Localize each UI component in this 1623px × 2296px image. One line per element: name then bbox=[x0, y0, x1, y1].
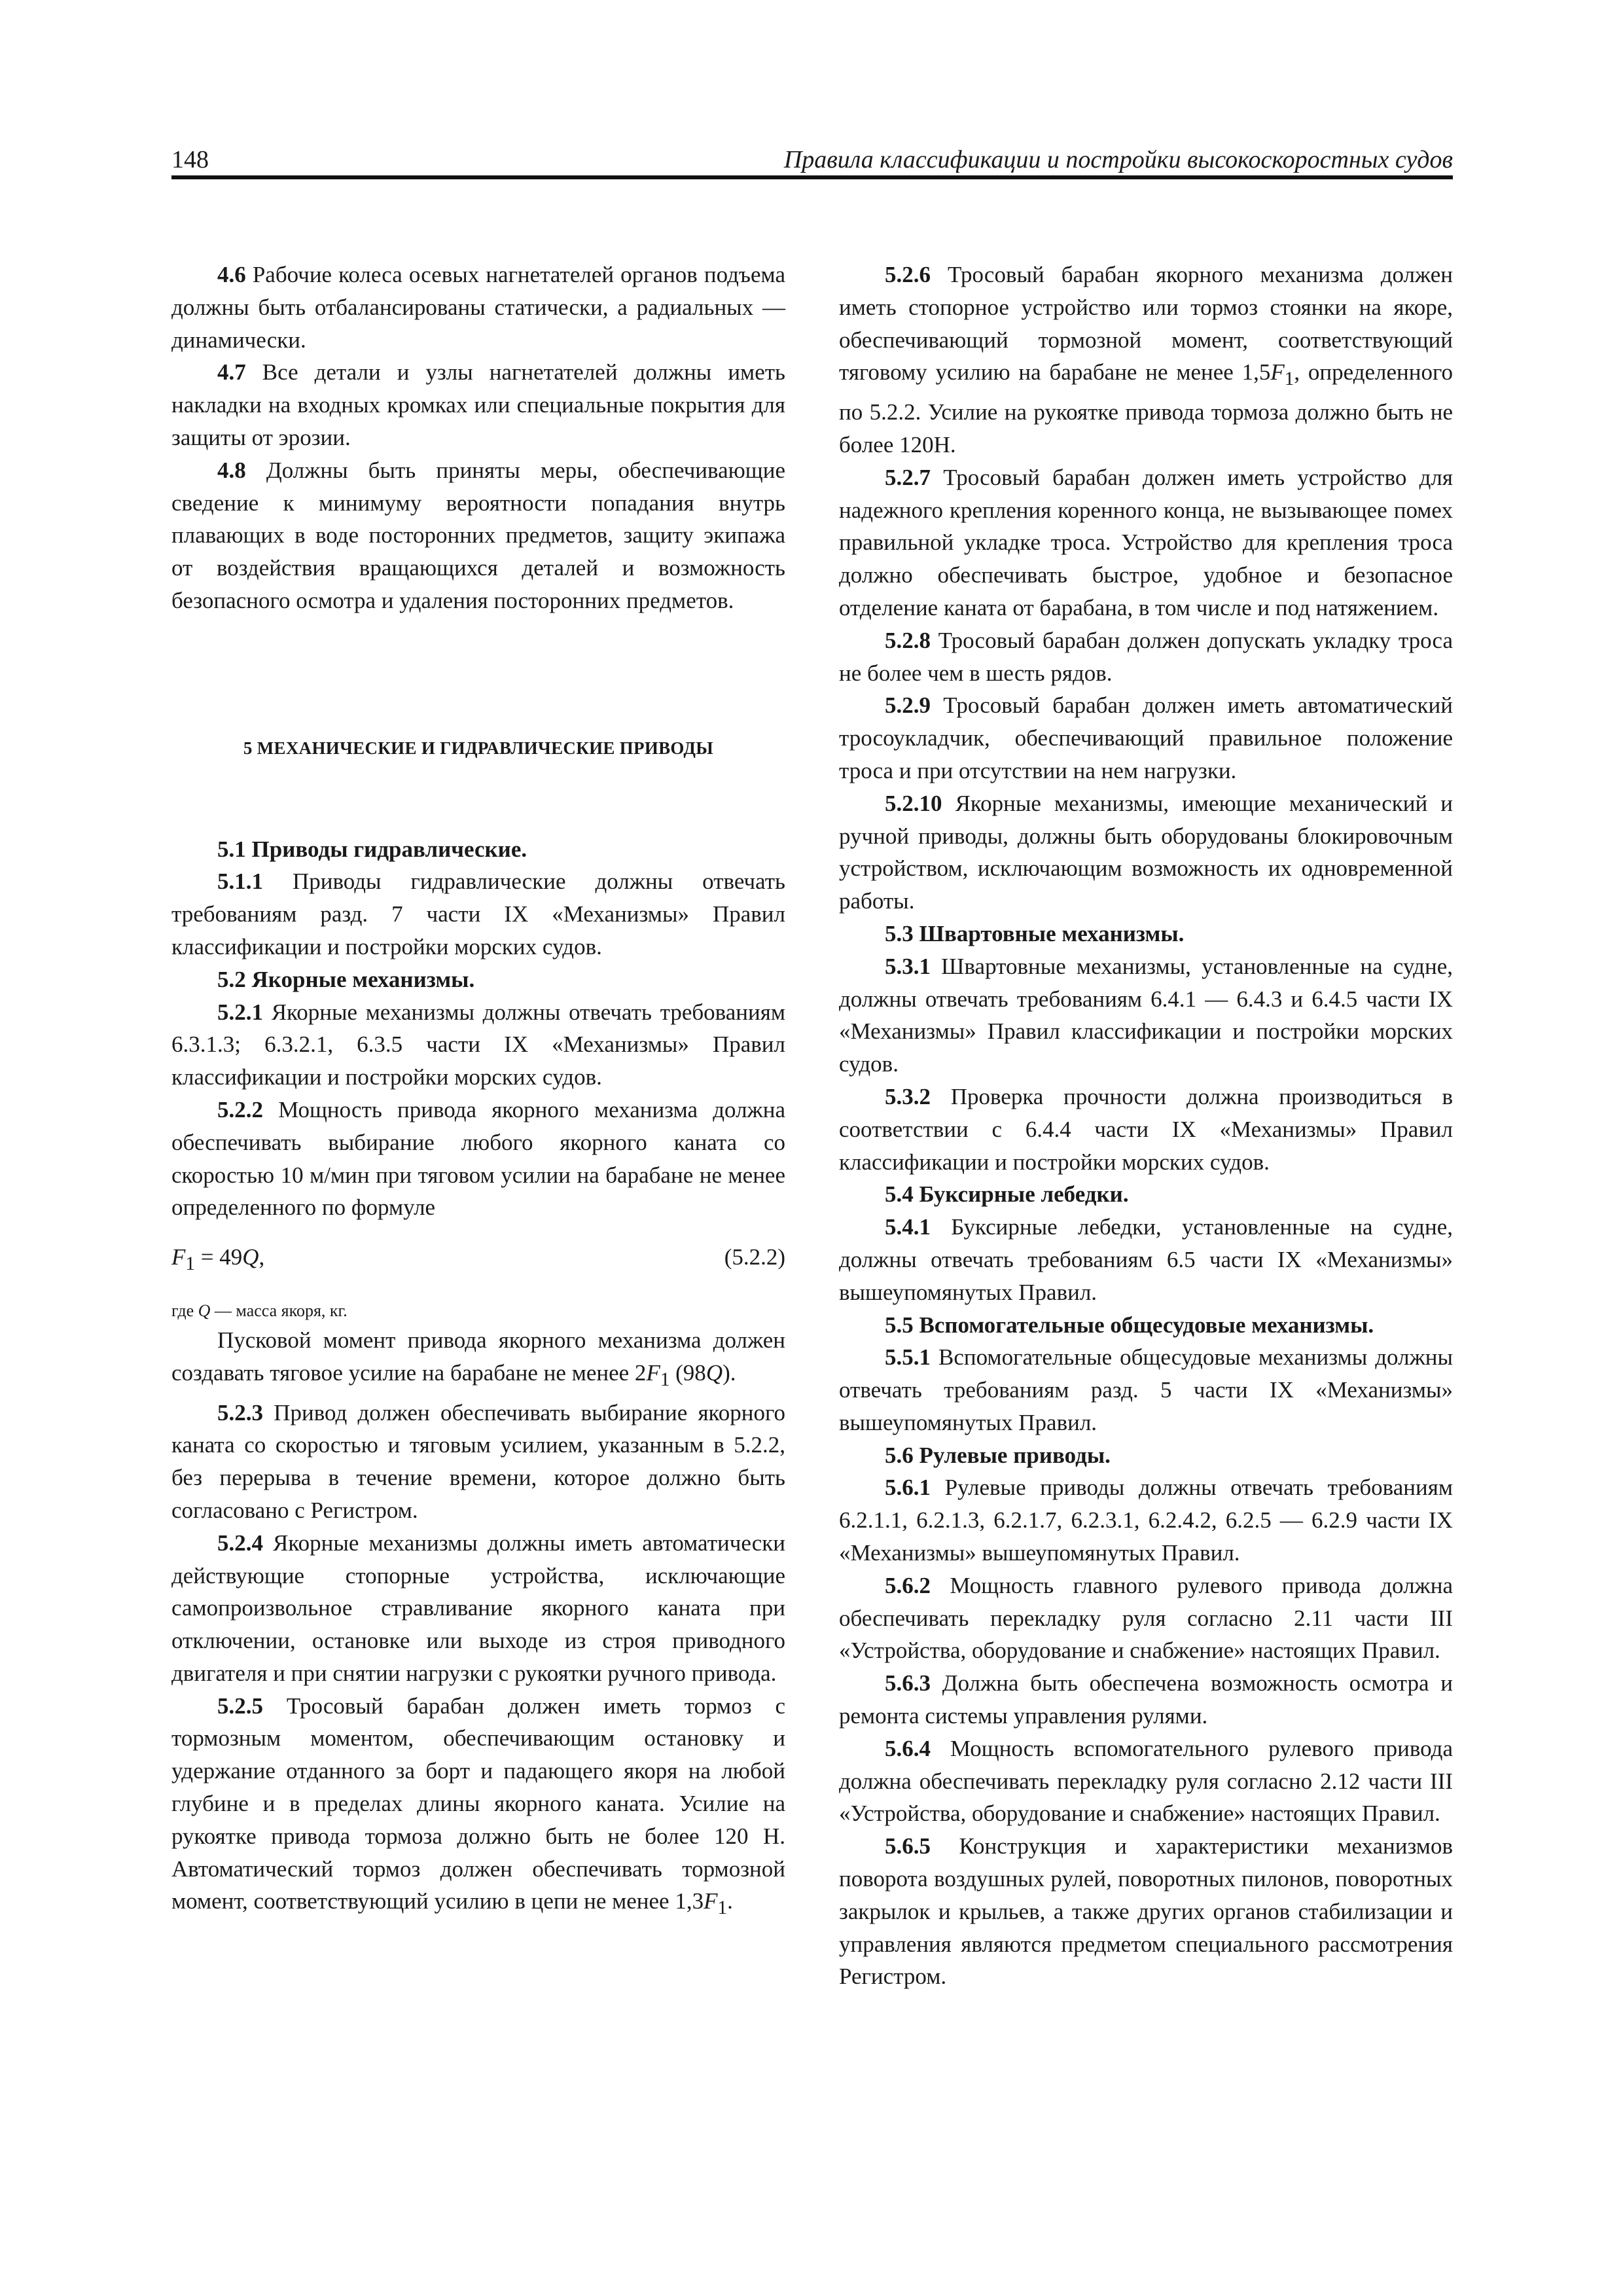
paragraph-text: Буксирные лебедки, установленные на судне, должны отвечать требованиям 6.5 части IX «Механизмы» вышеупомянутых Правил. bbox=[839, 1214, 1453, 1305]
paragraph-5-2-8 bbox=[839, 624, 1453, 690]
clause-number: 5.2.6 bbox=[885, 262, 931, 287]
legend-lead: где bbox=[171, 1300, 198, 1320]
clause-number: 5.2.10 bbox=[885, 790, 942, 816]
paragraph-text: Якорные механизмы, имеющие механический и ручной приводы, должны быть оборудованы блокировочным устройством, исключающим возможность их одновременной работы. bbox=[839, 790, 1453, 914]
paragraph-text: (98 bbox=[669, 1359, 706, 1386]
paragraph-text: Пусковой момент привода якорного механизма должен создавать тяговое усилие на барабане не менее 2 bbox=[171, 1327, 785, 1386]
paragraph-text: Швартовные механизмы, установленные на судне, должны отвечать требованиям 6.4.1 — 6.4.3 и 6.4.5 части IX «Механизмы» Правил классификации и постройки морских судов. bbox=[839, 953, 1453, 1077]
formula-sub: 1 bbox=[185, 1253, 195, 1275]
paragraph-5-2-10 bbox=[839, 787, 1453, 918]
page-header bbox=[171, 145, 1453, 179]
paragraph-5-3-2 bbox=[839, 1081, 1453, 1178]
formula-sub: 1 bbox=[717, 1897, 728, 1919]
formula-var: F bbox=[171, 1244, 186, 1270]
paragraph-text: Проверка прочности должна производиться в соответствии с 6.4.4 части IX «Механизмы» Правил классификации и постройки морских судов. bbox=[839, 1083, 1453, 1175]
paragraph-text: Якорные механизмы должны иметь автоматически действующие стопорные устройства, исключающие самопроизвольное стравливание якорного каната при отключении, остановке или выходе из строя приводного двигателя и при снятии нагрузки с рукоятки ручного привода. bbox=[171, 1530, 785, 1686]
paragraph-text: Тросовый барабан должен допускать укладку троса не более чем в шесть рядов. bbox=[839, 627, 1453, 686]
page-number: 148 bbox=[171, 146, 209, 173]
formula-sub: 1 bbox=[660, 1369, 670, 1390]
section-title: 5 МЕХАНИЧЕСКИЕ И ГИДРАВЛИЧЕСКИЕ ПРИВОДЫ bbox=[243, 738, 714, 758]
paragraph-text: Все детали и узлы нагнетателей должны иметь накладки на входных кромках или специальные покрытия для защиты от эрозии. bbox=[171, 359, 785, 450]
paragraph-5-6-1 bbox=[839, 1471, 1453, 1569]
paragraph-5-2-3 bbox=[171, 1397, 785, 1527]
clause-number: 5.6.1 bbox=[885, 1475, 931, 1501]
clause-number: 5.3.1 bbox=[885, 953, 931, 979]
clause-number: 5.1.1 bbox=[217, 869, 263, 895]
paragraph-5-1-1 bbox=[171, 865, 785, 963]
clause-number: 5.6.4 bbox=[885, 1735, 931, 1761]
paragraph-5-3-1 bbox=[839, 950, 1453, 1081]
paragraph-4-7 bbox=[171, 356, 785, 454]
formula-legend bbox=[171, 1298, 785, 1324]
paragraph-text: Мощность вспомогательного рулевого привода должна обеспечивать перекладку руля согласно 2.12 части III «Устройства, оборудование и снабжение» настоящих Правил. bbox=[839, 1735, 1453, 1827]
paragraph-text: Тросовый барабан должен иметь устройство для надежного крепления коренного конца, не вызывающее помех правильной укладке троса. Устройство для крепления троса должно обеспечивать быстрое, удобное и безопасное отделение каната от барабана, в том числе и под натяжением. bbox=[839, 464, 1453, 620]
paragraph-text: Тросовый барабан якорного механизма должен иметь стопорное устройство или тормоз стоянки на якоре, обеспечивающий тормозной момент, соответствующий тяговому усилию на барабане не менее 1,5 bbox=[839, 262, 1453, 386]
paragraph-text: Конструкция и характеристики механизмов поворота воздушных рулей, поворотных пилонов, поворотных закрылок и крыльев, а также других органов стабилизации и управления являются предметом специального рассмотрения Регистром. bbox=[839, 1833, 1453, 1990]
paragraph-text: . bbox=[727, 1888, 733, 1914]
right-column bbox=[839, 259, 1453, 1993]
paragraph-text: Приводы гидравлические должны отвечать требованиям разд. 7 части IX «Механизмы» Правил классификации и постройки морских судов. bbox=[171, 869, 785, 960]
spacer bbox=[171, 617, 785, 732]
formula-var: F bbox=[1270, 359, 1285, 386]
clause-number: 5.2.3 bbox=[217, 1399, 263, 1426]
formula-var: F bbox=[646, 1359, 660, 1386]
paragraph-text: Якорные механизмы должны отвечать требованиям 6.3.1.3; 6.3.2.1, 6.3.5 части IX «Механизмы» Правил классификации и постройки морских судов. bbox=[171, 999, 785, 1090]
paragraph-4-8 bbox=[171, 454, 785, 617]
paragraph-text: Тросовый барабан должен иметь автоматический тросоукладчик, обеспечивающий правильное положение троса и при отсутствии на нем нагрузки. bbox=[839, 692, 1453, 783]
paragraph-5-6-5 bbox=[839, 1830, 1453, 1993]
formula-5-2-2 bbox=[171, 1241, 785, 1281]
equation-number: (5.2.2) bbox=[724, 1244, 785, 1270]
spacer bbox=[171, 1224, 785, 1241]
paragraph-5-2-4 bbox=[171, 1527, 785, 1690]
clause-number: 5.6.2 bbox=[885, 1572, 931, 1598]
spacer bbox=[171, 1281, 785, 1298]
paragraph-5-6-3 bbox=[839, 1667, 1453, 1732]
clause-number: 5.6.3 bbox=[885, 1670, 931, 1696]
paragraph-5-2-2 bbox=[171, 1094, 785, 1224]
formula-sub: 1 bbox=[1284, 368, 1294, 390]
heading-5-2: 5.2 Якорные механизмы. bbox=[217, 966, 475, 992]
formula-rhs-var: Q bbox=[242, 1244, 259, 1270]
formula-var: Q bbox=[705, 1359, 723, 1386]
formula-comma: , bbox=[259, 1244, 265, 1270]
heading-5-4: 5.4 Буксирные лебедки. bbox=[885, 1181, 1129, 1208]
formula-var: F bbox=[704, 1888, 718, 1914]
formula-rhs: = 49 bbox=[194, 1244, 243, 1270]
paragraph-5-4-1 bbox=[839, 1211, 1453, 1308]
paragraph-text: Мощность привода якорного механизма должна обеспечивать выбирание любого якорного каната со скоростью 10 м/мин при тяговом усилии на барабане не менее определенного по формуле bbox=[171, 1096, 785, 1221]
heading-5-3: 5.3 Швартовные механизмы. bbox=[885, 920, 1185, 946]
paragraph-text: Должна быть обеспечена возможность осмотра и ремонта системы управления рулями. bbox=[839, 1670, 1453, 1729]
paragraph-text: Привод должен обеспечивать выбирание якорного каната со скоростью и тяговым усилием, указанным в 5.2.2, без перерыва в течение времени, которое должно быть согласовано с Регистром. bbox=[171, 1399, 785, 1523]
spacer bbox=[171, 765, 785, 833]
clause-number: 4.6 bbox=[217, 262, 246, 287]
paragraph-text: Должны быть приняты меры, обеспечивающие сведение к минимуму вероятности попадания внутрь плавающих в воде посторонних предметов, защиту экипажа от воздействия вращающихся деталей и возможность безопасного осмотра и удаления посторонних предметов. bbox=[171, 457, 785, 613]
paragraph-5-2-6 bbox=[839, 259, 1453, 461]
paragraph-start-torque bbox=[171, 1324, 785, 1397]
heading-5-5: 5.5 Вспомогательные общесудовые механизмы. bbox=[885, 1312, 1374, 1338]
paragraph-5-5-1 bbox=[839, 1341, 1453, 1439]
clause-number: 5.2.4 bbox=[217, 1530, 263, 1556]
paragraph-5-6-2 bbox=[839, 1570, 1453, 1667]
paragraph-5-2-5 bbox=[171, 1690, 785, 1926]
paragraph-text: Рабочие колеса осевых нагнетателей органов подъема должны быть отбалансированы статически, а радиальных — динамически. bbox=[171, 262, 785, 353]
paragraph-text: Мощность главного рулевого привода должна обеспечивать перекладку руля согласно 2.11 части III «Устройства, оборудование и снабжение» настоящих Правил. bbox=[839, 1572, 1453, 1664]
clause-number: 4.7 bbox=[217, 359, 246, 386]
paragraph-text: , определенного по 5.2.2. Усилие на рукоятке привода тормоза должно быть не более 120Н. bbox=[839, 359, 1454, 457]
clause-number: 5.2.1 bbox=[217, 999, 263, 1025]
legend-var: Q bbox=[198, 1300, 211, 1320]
clause-number: 5.4.1 bbox=[885, 1214, 931, 1240]
running-title: Правила классификации и постройки высокоскоростных судов bbox=[783, 146, 1453, 173]
paragraph-text: Тросовый барабан должен иметь тормоз с тормозным моментом, обеспечивающим остановку и удержание отданного за борт и падающего якоря на любой глубине и в пределах длины якорного каната. Усилие на рукоятке привода тормоза должно быть не более 120 Н. Автоматический тормоз должен обеспечивать тормозной момент, соответствующий усилию в цепи не менее 1,3 bbox=[171, 1693, 785, 1914]
paragraph-text: Рулевые приводы должны отвечать требованиям 6.2.1.1, 6.2.1.3, 6.2.1.7, 6.2.3.1, 6.2.4.2, 6.2.5 — 6.2.9 части IX «Механизмы» вышеупомянутых Правил. bbox=[839, 1475, 1453, 1566]
heading-5-1: 5.1 Приводы гидравлические. bbox=[217, 836, 527, 862]
header-rule bbox=[171, 175, 1453, 179]
left-column bbox=[171, 259, 785, 1925]
paragraph-text: ). bbox=[722, 1359, 736, 1386]
clause-number: 5.2.2 bbox=[217, 1096, 263, 1122]
clause-number: 5.2.5 bbox=[217, 1693, 263, 1719]
clause-number: 5.5.1 bbox=[885, 1344, 931, 1371]
paragraph-5-6-4 bbox=[839, 1732, 1453, 1830]
paragraph-4-6 bbox=[171, 259, 785, 356]
clause-number: 5.6.5 bbox=[885, 1833, 931, 1859]
legend-text: — масса якоря, кг. bbox=[210, 1300, 348, 1320]
heading-5-6: 5.6 Рулевые приводы. bbox=[885, 1442, 1111, 1468]
clause-number: 5.2.7 bbox=[885, 464, 931, 490]
clause-number: 5.2.8 bbox=[885, 627, 931, 653]
clause-number: 5.3.2 bbox=[885, 1083, 931, 1109]
clause-number: 5.2.9 bbox=[885, 692, 931, 719]
formula-expression bbox=[171, 1241, 264, 1281]
paragraph-5-2-9 bbox=[839, 689, 1453, 787]
clause-number: 4.8 bbox=[217, 457, 246, 483]
paragraph-5-2-7 bbox=[839, 461, 1453, 624]
paragraph-text: Вспомогательные общесудовые механизмы должны отвечать требованиям разд. 5 части IX «Механизмы» вышеупомянутых Правил. bbox=[839, 1344, 1453, 1435]
paragraph-5-2-1 bbox=[171, 996, 785, 1094]
